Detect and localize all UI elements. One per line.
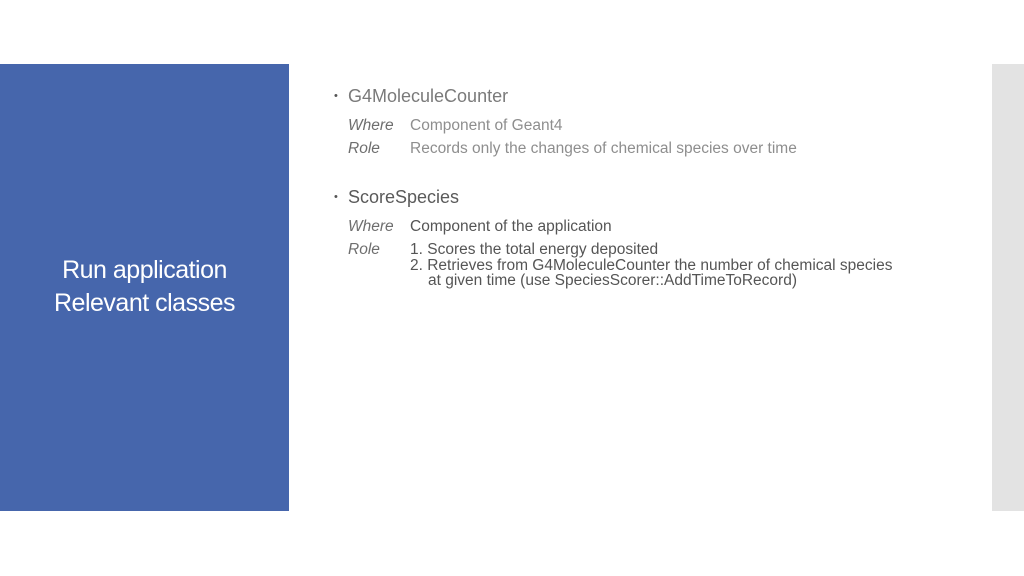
where-row: [334, 118, 974, 134]
role-line-1: 1. Scores the total energy deposited: [410, 241, 659, 258]
section-heading: [334, 185, 974, 209]
right-edge-strip: [992, 64, 1024, 511]
where-value: Component of the application: [410, 218, 612, 235]
role-value: [410, 242, 974, 289]
section-g4moleculecounter: [334, 84, 974, 157]
role-line-2: 2. Retrieves from G4MoleculeCounter the number of chemical species: [410, 256, 893, 274]
section-scorespecies: [334, 185, 974, 289]
role-label: Role: [348, 241, 380, 258]
section-heading-text: ScoreSpecies: [348, 187, 460, 207]
role-label: Role: [348, 140, 380, 157]
section-heading: [334, 84, 974, 108]
bullet-icon: •: [334, 90, 338, 102]
where-value: Component of Geant4: [410, 117, 563, 134]
slide-title: [0, 254, 289, 320]
section-heading-text: G4MoleculeCounter: [348, 86, 509, 106]
where-label: Where: [348, 117, 394, 134]
bullet-icon: •: [334, 191, 338, 203]
slide-content: [334, 84, 974, 313]
role-row: [334, 141, 974, 157]
slide-title-line-1: Run application: [62, 256, 227, 284]
role-row: [334, 242, 974, 289]
role-line-3: at given time (use SpeciesScorer::AddTimeToRecord): [428, 272, 797, 289]
where-row: [334, 219, 974, 235]
role-value: Records only the changes of chemical species over time: [410, 140, 797, 157]
slide-title-line-2: Relevant classes: [54, 289, 235, 317]
where-label: Where: [348, 218, 394, 235]
